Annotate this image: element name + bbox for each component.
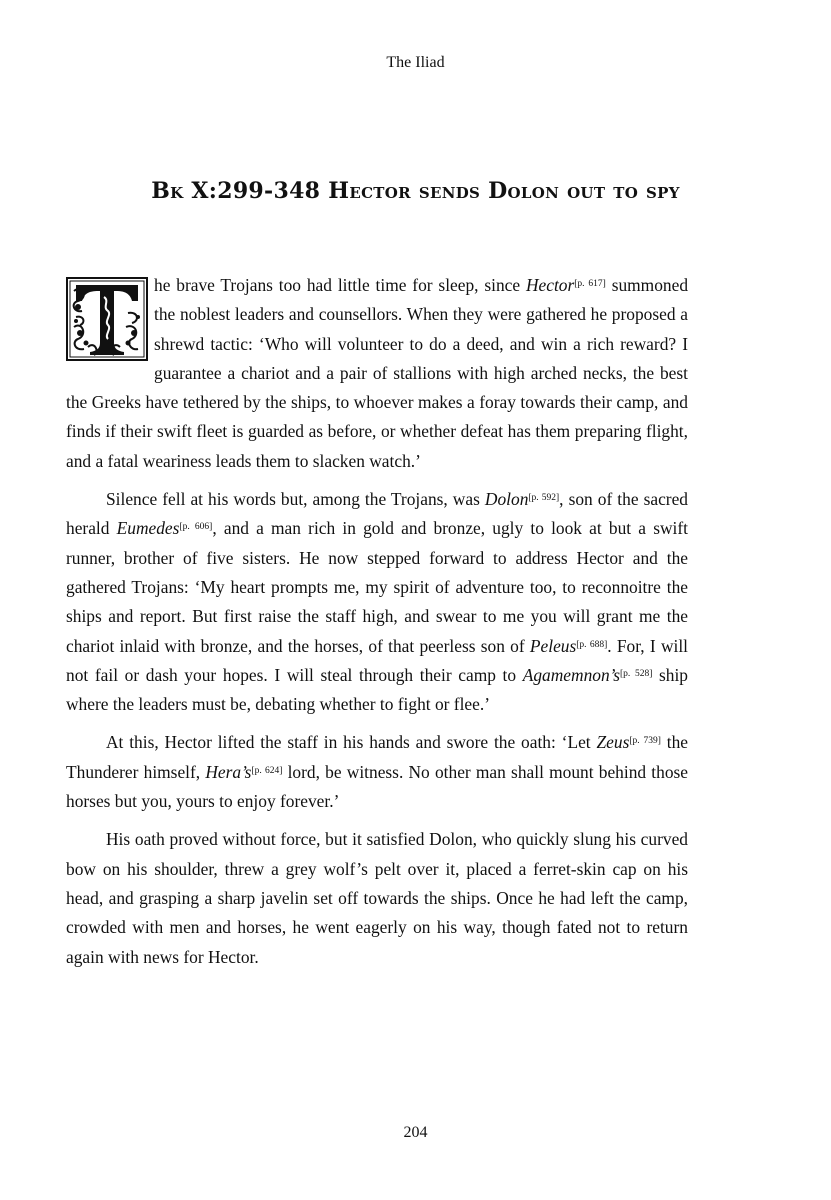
page-reference: [p. 592]: [528, 493, 560, 504]
italic-name: Peleus: [529, 635, 577, 656]
page-reference: [p. 606]: [179, 522, 213, 533]
page-reference: [p. 617]: [574, 279, 606, 289]
paragraph-3: [66, 728, 688, 816]
italic-name: Hector: [525, 275, 575, 295]
page-number: 204: [403, 1124, 428, 1141]
text-run: . For, I will not fail or dash your hopes. I will steal through their camp to: [66, 635, 689, 685]
text-run: lord, be witness. No other man shall mount behind those horses but you, yours to enjoy forever.’: [66, 761, 689, 812]
text-run: ship where the leaders must be, debating whether to fight or flee.’: [66, 664, 689, 715]
paragraph-2: [66, 485, 688, 719]
text-run: His oath proved without force, but it satisfied Dolon, who quickly slung his curved bow on his shoulder, threw a grey wolf’s pelt over it, placed a ferret-skin cap on his head, and grasping a sharp javelin set off towards the ships. Once he had left the camp, crowded with men and horses, he went eagerly on his way, though fated not to return again with news for Hector.: [66, 829, 688, 967]
text-run: , and a man rich in gold and bronze, ugly to look at but a swift runner, brother of five sisters. He now stepped forward to address Hector and the gathered Trojans: ‘My heart prompts me, my spirit of adventure too, to reconnoitre the ships and report. But first raise the staff high, and swear to me you will grant me the chariot inlaid with bronze, and the horses, of that peerless son of: [66, 518, 688, 656]
paragraph-1-content: [66, 275, 688, 471]
paragraph-3-content: [66, 732, 688, 811]
page-reference: [p. 739]: [629, 736, 661, 747]
italic-name: Dolon: [484, 489, 529, 510]
paragraph-1: [66, 271, 688, 476]
ornamental-initial-t-icon: [66, 277, 148, 361]
text-run: , son of the sacred herald: [66, 489, 688, 539]
text-run: the Thunderer himself,: [66, 732, 689, 782]
text-run: At this, Hector lifted the staff in his hands and swore the oath: ‘Let: [106, 732, 597, 753]
italic-name: Hera’s: [205, 761, 252, 782]
chapter-title: Bk X:299-348 Hector sends Dolon out to spy: [151, 178, 680, 204]
text-run: he brave Trojans too had little time for sleep, since: [154, 275, 526, 295]
page-reference: [p. 528]: [620, 668, 653, 679]
paragraph-4: [66, 825, 688, 971]
paragraph-4-content: [66, 829, 688, 966]
italic-name: Agamemnon’s: [522, 664, 620, 685]
running-head: The Iliad: [386, 54, 445, 71]
paragraph-2-content: [66, 489, 688, 714]
italic-name: Eumedes: [116, 518, 180, 539]
page-reference: [p. 624]: [251, 765, 283, 776]
page-reference: [p. 688]: [576, 639, 608, 650]
text-run: Silence fell at his words but, among the Trojans, was: [106, 489, 485, 510]
body-text: [66, 271, 688, 972]
italic-name: Zeus: [596, 732, 630, 753]
text-run: summoned the noblest leaders and counsellors. When they were gathered he proposed a shrewd tactic: ‘Who will volunteer to do a deed, and win a rich reward? I guarantee a chariot and a pair of stallions with high arched necks, the best the Greeks have tethered by the ships, to whoever makes a foray towards their camp, and finds if their swift fleet is guarded as before, or whether defeat has them preparing flight, and a fatal weariness leads them to slacken watch.’: [66, 275, 689, 471]
